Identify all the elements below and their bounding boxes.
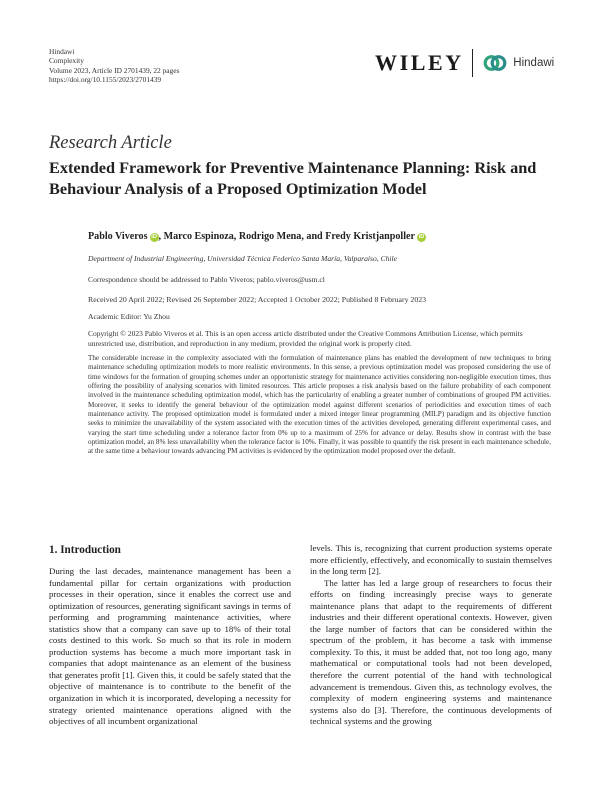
section-heading-introduction: 1. Introduction bbox=[49, 544, 121, 556]
intro-paragraph: The latter has led a large group of researchers to focus their efforts on finding increasingly precise ways to generate maintenance plans that adapt to the requirements of different industries and their different operational contexts. However, given the large number of factors that can be considered within the spectrum of the problem, it has become a task with immense complexity. To this, it must be added that, not too long ago, many mathematical or computational tools had not been developed, therefore the current potential of the hand with technological advancement is tremendous. Given this, as technology evolves, the complexity of modern engineering systems and maintenance systems also do [3]. Therefore, the continuous developments of technical systems and the growing bbox=[310, 577, 552, 727]
intro-paragraph: levels. This is, recognizing that current production systems operate more efficiently, effectively, and economically to sustain themselves in the long term [2]. bbox=[310, 543, 552, 577]
hindawi-logo-text: Hindawi bbox=[513, 57, 555, 69]
correspondence: Correspondence should be addressed to Pablo Viveros; pablo.viveros@usm.cl bbox=[88, 275, 325, 284]
publisher-name: Hindawi bbox=[49, 47, 75, 56]
first-author: Pablo Viveros bbox=[88, 231, 148, 242]
co-authors: , Marco Espinoza, Rodrigo Mena, and Fredy Kristjanpoller bbox=[158, 231, 415, 242]
article-type: Research Article bbox=[49, 133, 172, 153]
journal-info bbox=[49, 47, 179, 85]
volume-line: Volume 2023, Article ID 2701439, 22 pages bbox=[49, 65, 180, 75]
author-list bbox=[88, 231, 426, 242]
body-column-right bbox=[310, 543, 552, 728]
article-title: Extended Framework for Preventive Maintenance Planning: Risk and Behaviour Analysis of a Proposed Optimization Model bbox=[49, 158, 537, 198]
doi-link[interactable]: https://doi.org/10.1155/2023/2701439 bbox=[49, 75, 162, 85]
copyright-notice: Copyright © 2023 Pablo Viveros et al. This is an open access article distributed under the Creative Commons Attribution License, which permits unrestricted use, distribution, and reproduction in any medium, provided the original work is properly cited. bbox=[88, 329, 523, 349]
abstract: The considerable increase in the complexity associated with the formulation of maintenance plans has enabled the development of new techniques to bring maintenance scheduling optimization models to more realistic environments. In this sense, a previous optimization model was proposed considering the use of time windows for the formation of grouping schemes under an opportunistic strategy for maintenance activities considering non-negligible execution times, thus offering the possibility of analysing scenarios with limited resources. This article proposes a risk analysis based on the failure probability of each component involved in the maintenance scheduling optimization model, which has the particularity of enabling a greater number of combinations of grouped PM activities. Moreover, it seeks to identify the general behaviour of the optimization model against different scenarios of periodicities and execution times of each maintenance activity. The proposed optimization model is formulated under a mixed integer linear programming (MILP) paradigm and its objective function seeks to minimize the unavailability of the system associated with the execution times of the activities developed, generating different experimental cases, and varying the start time scheduling under a tolerance factor from 0% up to a maximum of 25% for advance or delay. Results show in contrast with the base optimization model, an 8% less unavailability when the tolerance factor is 10%. Finally, it was possible to quantify the risk present in each maintenance schedule, at the same time a behaviour towards advancing PM activities is evidenced by the optimization model proposed over the default. bbox=[88, 354, 551, 456]
orcid-icon[interactable]: iD bbox=[151, 234, 157, 240]
publication-history: Received 20 April 2022; Revised 26 September 2022; Accepted 1 October 2022; Published 8 February 2023 bbox=[88, 295, 427, 304]
wiley-logo: WILEY bbox=[375, 50, 464, 75]
logo-divider bbox=[472, 49, 474, 77]
orcid-icon[interactable]: iD bbox=[418, 234, 425, 240]
academic-editor: Academic Editor: Yu Zhou bbox=[88, 312, 170, 321]
affiliation: Department of Industrial Engineering, Universidad Técnica Federico Santa María, Valparaíso, Chile bbox=[88, 254, 397, 263]
body-column-left bbox=[49, 566, 291, 728]
publisher-logos bbox=[375, 47, 554, 79]
hindawi-logo-icon bbox=[482, 50, 508, 76]
journal-name: Complexity bbox=[49, 56, 84, 66]
intro-paragraph: During the last decades, maintenance management has been a fundamental pillar for certain organizations with production processes in their operation, since it enables the correct use and optimization of resources, generating significant savings in terms of performing and programming maintenance activities, where statistics show that a company can save up to 18% of their total costs destined to this work. So much so that its role in modern production systems has become a much more important task in companies that adopt maintenance as an element of the business that generates profit [1]. Given this, it could be safely stated that the objective of maintenance is to contribute to the benefit of the organization in which it is incorporated, developing a necessity for strategy oriented maintenance operations aligned with the objectives of all incumbent organizational bbox=[49, 566, 291, 727]
